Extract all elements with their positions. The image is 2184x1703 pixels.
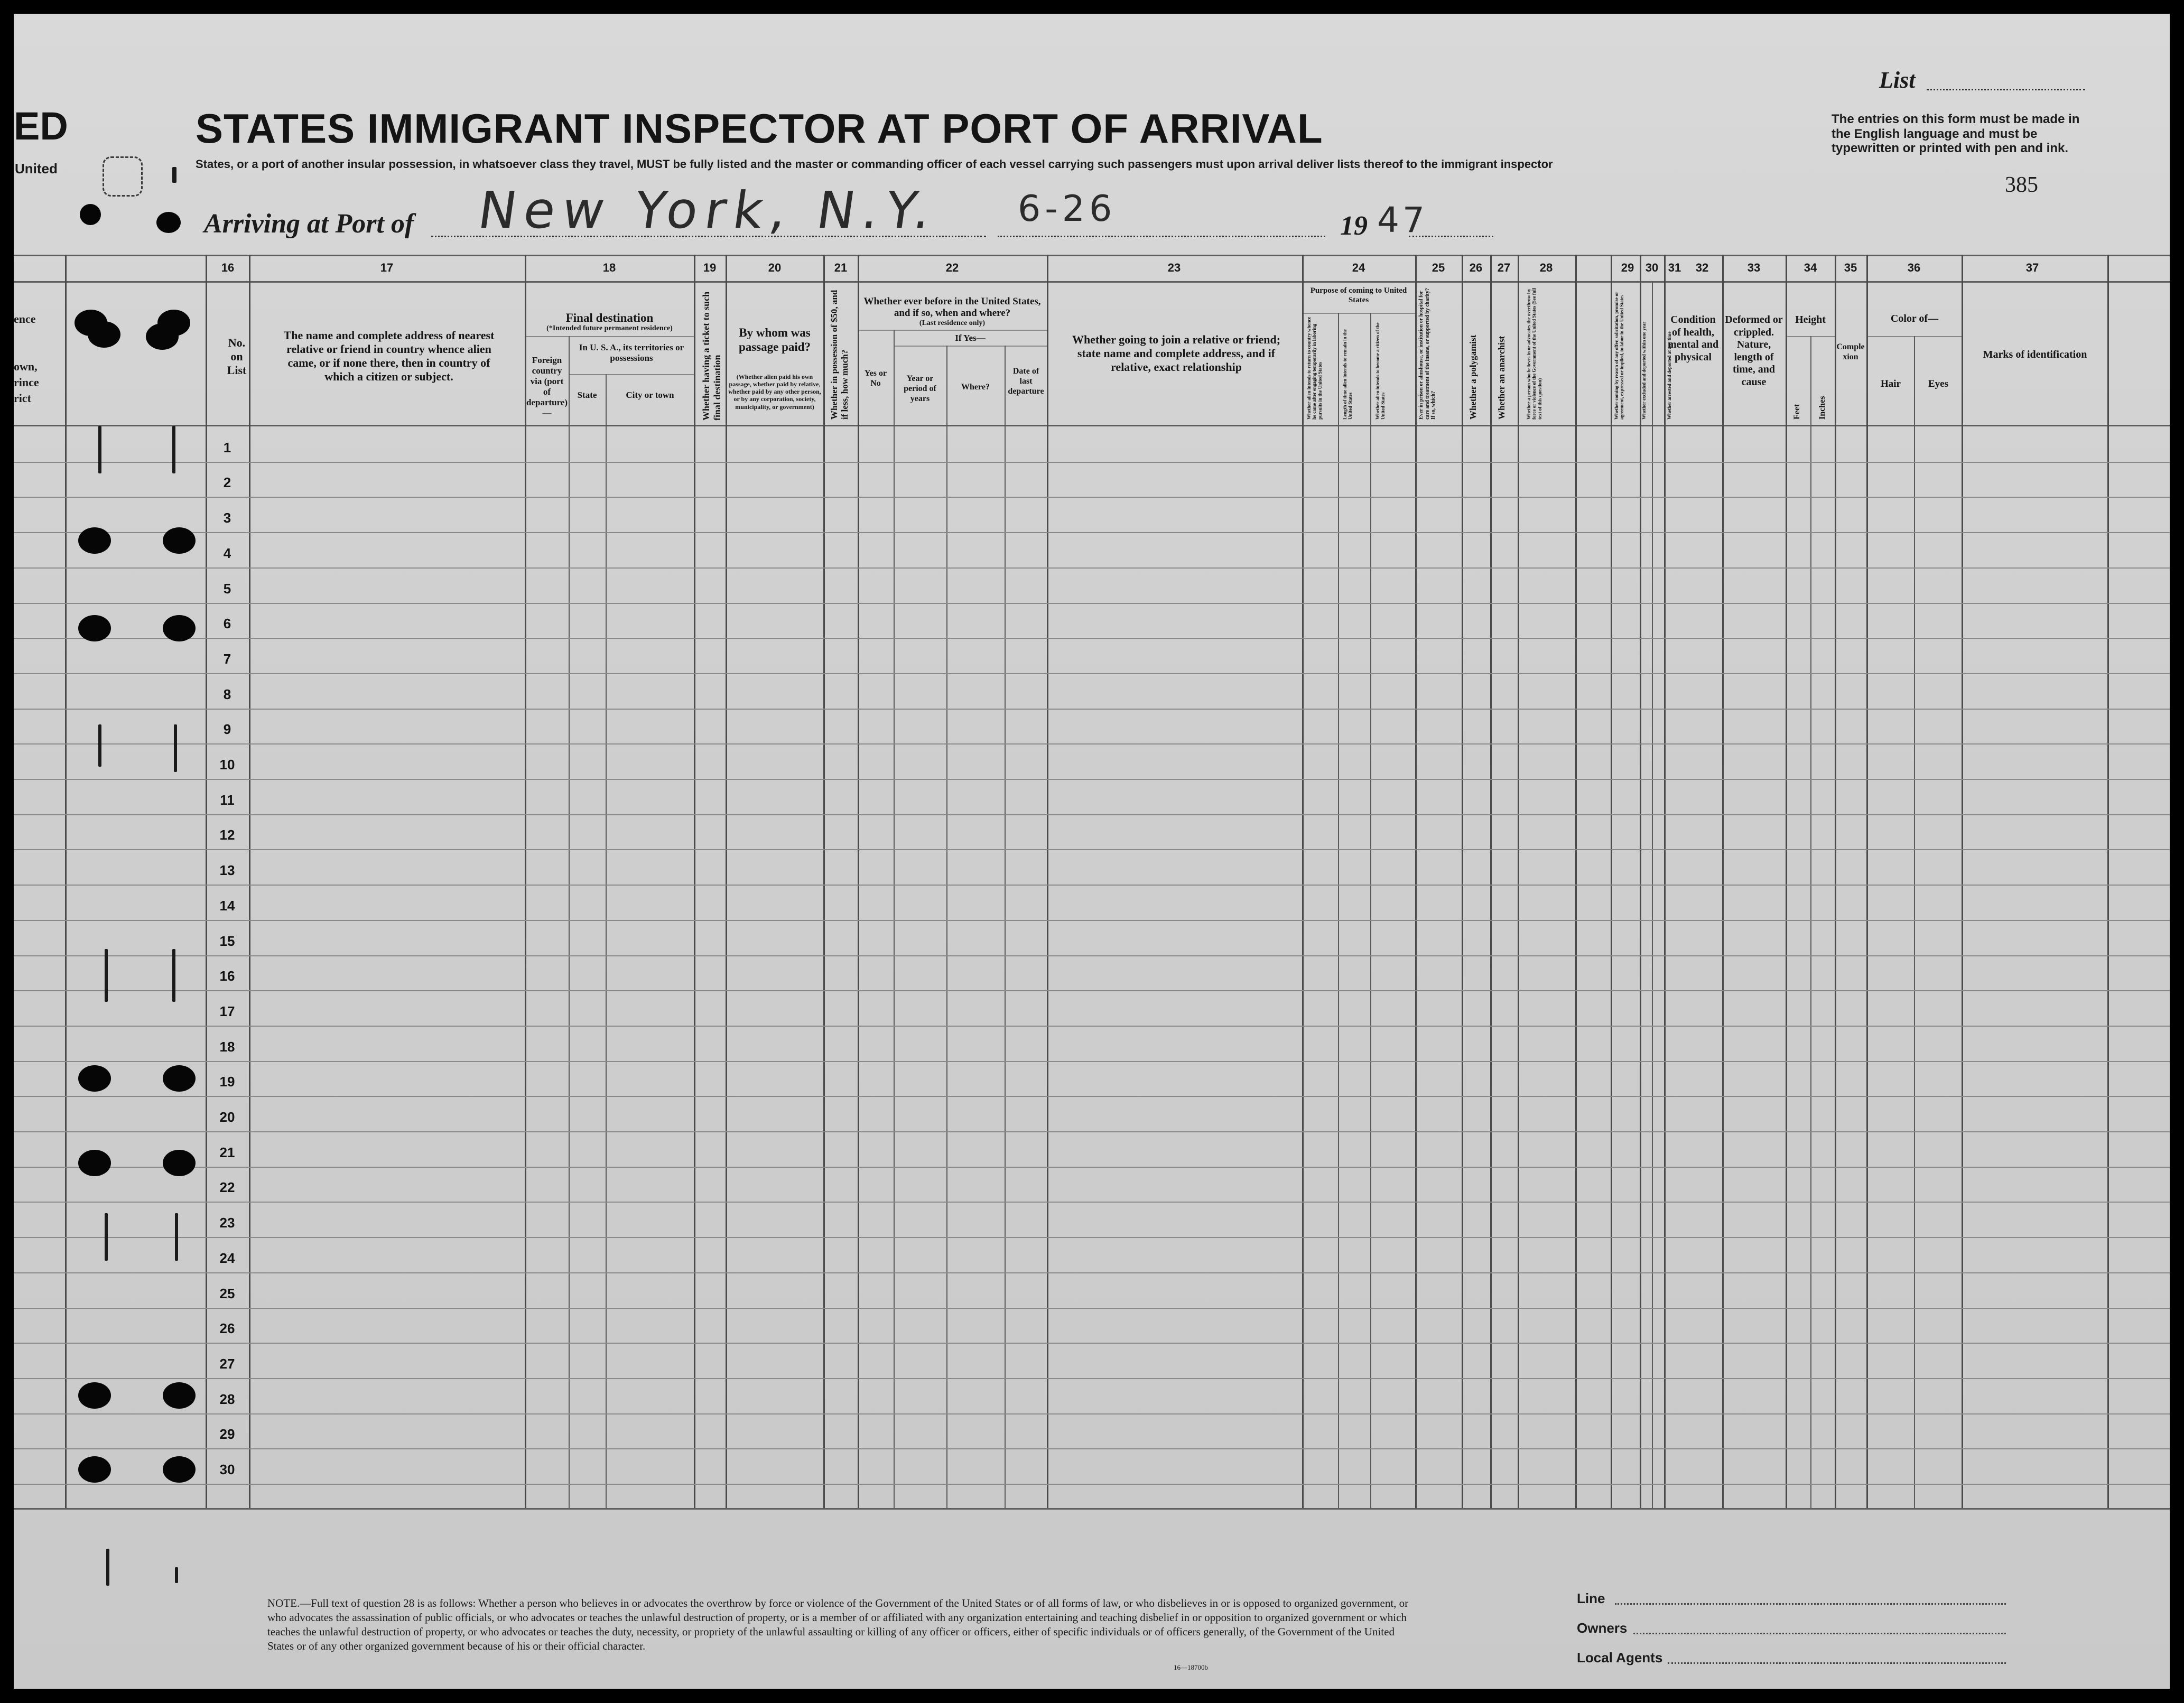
colnum-35: 35 — [1844, 261, 1857, 274]
row-number: 10 — [219, 757, 235, 773]
row-number: 30 — [219, 1462, 235, 1477]
header-marks: Marks of identification — [1983, 349, 2087, 360]
colnum-19: 19 — [703, 261, 717, 274]
row-number: 9 — [223, 721, 231, 737]
date-value: 6-26 — [1018, 188, 1117, 230]
owners-field — [1633, 1633, 2006, 1635]
row-number: 26 — [219, 1320, 235, 1336]
header-eyes: Eyes — [1928, 378, 1948, 389]
header-polygamist: Whether a polygamist — [1468, 334, 1478, 420]
row-rule — [14, 1308, 2170, 1309]
row-rule — [14, 1202, 2170, 1203]
header-inches: Inches — [1818, 396, 1827, 420]
row-rule — [14, 1026, 2170, 1027]
header-prison: Ever in prison or almshouse, or institution or hospital for care and treatment of the insane, or supported by charity? If so, which? — [1418, 288, 1436, 420]
row-number: 27 — [219, 1356, 235, 1372]
punch-hole — [78, 615, 111, 641]
colnum-31: 31 — [1668, 261, 1681, 274]
row-number: 24 — [219, 1250, 235, 1266]
year-written: 47 — [1377, 200, 1428, 240]
row-number: 11 — [220, 792, 235, 808]
list-label: List — [1879, 67, 1916, 93]
grid-number-rule — [14, 281, 2170, 283]
header-last-departure: Date of last departure — [1008, 367, 1044, 396]
row-rule — [14, 1061, 2170, 1062]
row-area — [14, 426, 2170, 1508]
row-rule — [14, 1378, 2170, 1379]
colnum-25: 25 — [1432, 261, 1445, 274]
row-rule — [14, 1096, 2170, 1097]
grid-top-rule — [14, 255, 2170, 256]
colnum-27: 27 — [1497, 261, 1511, 274]
row-number: 29 — [219, 1426, 235, 1442]
form-instructions: States, or a port of another insular possession, in whatsoever class they travel, MUST be fully listed and the master or commanding officer of each vessel carrying such passengers must upon arrival deliver lists thereof to the immigrant inspector — [196, 157, 1553, 171]
colnum-30: 30 — [1645, 261, 1659, 274]
binding-bracket — [103, 156, 143, 197]
row-rule — [14, 638, 2170, 639]
left-fragment-3: rict — [14, 392, 31, 405]
binding-mark — [105, 949, 108, 1002]
row-rule — [14, 497, 2170, 498]
row-number: 4 — [223, 545, 231, 561]
colnum-36: 36 — [1907, 261, 1921, 274]
header-yes-or-no: Yes or No — [864, 369, 887, 388]
header-height: Height — [1795, 314, 1826, 325]
row-rule — [14, 885, 2170, 886]
left-fragment-2: rince — [14, 376, 39, 389]
header-final-destination-note: (*Intended future permanent residence) — [546, 324, 673, 332]
row-rule — [14, 1448, 2170, 1449]
year-line — [1409, 236, 1493, 237]
binding-mark — [172, 167, 176, 183]
line-label: Line — [1577, 1590, 1605, 1606]
row-rule — [14, 743, 2170, 745]
row-rule — [14, 1131, 2170, 1132]
year-printed: 19 — [1340, 211, 1368, 241]
colnum-26: 26 — [1469, 261, 1483, 274]
row-number: 3 — [223, 510, 231, 526]
c24-subrule — [1302, 313, 1415, 314]
owners-label: Owners — [1577, 1620, 1628, 1636]
punch-hole — [163, 1382, 196, 1409]
binding-mark — [105, 1213, 108, 1261]
colnum-21: 21 — [834, 261, 848, 274]
manifest-sheet — [14, 14, 2170, 1689]
header-join-relative: Whether going to join a relative or friend; state name and complete address, and if relative, exact relationship — [1072, 333, 1281, 374]
header-purpose-b: Length of time alien intends to remain in the United States — [1342, 329, 1353, 420]
colnum-29: 29 — [1621, 261, 1634, 274]
form-title: STATES IMMIGRANT INSPECTOR AT PORT OF ARRIVAL — [196, 105, 1323, 152]
colnum-16: 16 — [221, 261, 235, 274]
c22-ifyes-subrule — [894, 346, 1047, 347]
port-value: New York, N.Y. — [475, 181, 942, 240]
row-rule — [14, 603, 2170, 604]
colnum-20: 20 — [768, 261, 782, 274]
list-number-line — [1927, 89, 2085, 90]
header-ticket: Whether having a ticket to such final destination — [701, 291, 722, 421]
colnum-17: 17 — [380, 261, 394, 274]
header-hair: Hair — [1881, 378, 1901, 389]
row-number: 23 — [219, 1215, 235, 1231]
row-number: 7 — [223, 651, 231, 667]
local-agents-field — [1668, 1662, 2006, 1665]
header-condition: Condition of health, mental and physical — [1667, 314, 1719, 363]
header-last-residence: (Last residence only) — [919, 319, 986, 327]
row-number: 14 — [219, 898, 235, 914]
row-rule — [14, 1413, 2170, 1414]
row-number: 19 — [219, 1074, 235, 1090]
row-number: 12 — [219, 827, 235, 843]
row-number: 16 — [219, 968, 235, 984]
header-year-period: Year or period of years — [904, 374, 936, 403]
header-nearest-relative: The name and complete address of nearest relative or friend in country whence alien came, or if none there, then in country of which a citizen or subject. — [283, 329, 495, 383]
row-number: 25 — [219, 1286, 235, 1301]
colnum-23: 23 — [1167, 261, 1181, 274]
form-notice: The entries on this form must be made in the English language and must be typewritten or printed with pen and ink. — [1832, 112, 2080, 156]
header-passage-paid-note: (Whether alien paid his own passage, whether paid by relative, whether paid by any other person, or by any corporation, society, municipality, or government) — [728, 373, 821, 411]
c22-subrule — [858, 330, 1047, 331]
header-fifty-dollars: Whether in possession of $50, and if less, how much? — [829, 290, 850, 420]
header-complexion: Complexion — [1836, 342, 1865, 361]
header-in-usa: In U. S. A., its territories or possessions — [579, 342, 684, 364]
row-rule — [14, 1167, 2170, 1168]
binding-mark — [98, 426, 101, 473]
punch-hole — [163, 615, 196, 641]
punch-hole — [163, 1065, 196, 1092]
header-q30: Whether excluded and deported within one year — [1641, 321, 1647, 420]
punch-hole — [156, 212, 181, 233]
punch-hole — [78, 1065, 111, 1092]
row-number: 22 — [219, 1179, 235, 1195]
colnum-28: 28 — [1539, 261, 1553, 274]
row-rule — [14, 1484, 2170, 1485]
c18-usa-subrule — [569, 374, 694, 375]
colnum-34: 34 — [1804, 261, 1817, 274]
punch-hole — [163, 1456, 196, 1483]
header-foreign-country: Foreign country via (port of departure)— — [526, 355, 568, 418]
header-passage-paid: By whom was passage paid? — [738, 326, 811, 354]
header-if-yes: If Yes— — [955, 333, 986, 343]
binding-mark — [174, 724, 177, 772]
header-color-of: Color of— — [1890, 313, 1939, 324]
binding-mark — [106, 1549, 109, 1586]
header-no-on-list: No. on List — [227, 336, 247, 377]
colnum-18: 18 — [602, 261, 616, 274]
local-agents-label: Local Agents — [1577, 1650, 1663, 1665]
punch-hole — [78, 1382, 111, 1409]
punch-hole — [146, 323, 179, 350]
header-state: State — [577, 390, 597, 400]
punch-hole — [163, 1150, 196, 1176]
binding-mark — [172, 949, 175, 1002]
left-fragment-1: own, — [14, 360, 38, 373]
header-q28: Whether a person who believes in or advocates the overthrow by force or violence of the Government of the United States (See full text of this question) — [1526, 288, 1542, 420]
punch-hole — [163, 527, 196, 554]
row-number: 2 — [223, 474, 231, 490]
punch-hole — [88, 321, 120, 348]
row-rule — [14, 462, 2170, 463]
row-rule — [14, 1343, 2170, 1344]
punch-hole — [78, 1456, 111, 1483]
row-number: 5 — [223, 581, 231, 597]
row-number: 6 — [223, 616, 231, 631]
left-fragment-top: ence — [14, 312, 36, 325]
header-city: City or town — [626, 390, 674, 400]
grid-bottom-rule — [14, 1508, 2170, 1510]
header-purpose: Purpose of coming to United States — [1310, 286, 1407, 304]
row-rule — [14, 709, 2170, 710]
row-rule — [14, 1237, 2170, 1238]
c18-subrule — [525, 336, 694, 337]
header-purpose-c: Whether alien intends to become a citizen of the United States — [1375, 322, 1386, 420]
colnum-22: 22 — [945, 261, 959, 274]
row-rule — [14, 673, 2170, 674]
header-purpose-a: Whether alien intends to return to country whence he came after engaging temporarily in laboring pursuits in the United States — [1306, 317, 1323, 420]
header-deformed: Deformed or crippled. Nature, length of time, and cause — [1725, 314, 1783, 388]
punch-hole — [78, 527, 111, 554]
row-number: 13 — [219, 862, 235, 878]
title-fragment: ED — [14, 104, 68, 148]
binding-mark — [175, 1213, 178, 1261]
footer-note: NOTE.—Full text of question 28 is as follows: Whether a person who believes in or advocates the overthrow by force or violence of the Government of the United States or of all forms of law, or who disbelieves in or is opposed to organized government, or who advocates the assassination of public officials, or who advocates or teaches the unlawful destruction of property, or is a member of or affiliated with any organization entertaining and teaching disbelief in or opposition to organized government or which teaches the unlawful destruction of property, or who advocates or teaches the duty, necessity, or propriety of the unlawful assaulting or killing of any officer or officers, either of specific individuals or of officers generally, of the Government of the United States or of any other organized government because of his or their official character. — [267, 1597, 1409, 1652]
row-rule — [14, 1272, 2170, 1273]
header-q31: Whether arrested and deported at any time — [1667, 331, 1672, 420]
row-number: 18 — [219, 1039, 235, 1055]
row-rule — [14, 990, 2170, 991]
form-code: 16—18700b — [1174, 1663, 1208, 1671]
row-number: 28 — [219, 1391, 235, 1407]
colnum-24: 24 — [1352, 261, 1365, 274]
row-number: 1 — [223, 440, 231, 455]
date-line — [998, 236, 1325, 237]
side-fragment: United — [15, 161, 58, 176]
header-where: Where? — [961, 383, 990, 392]
header-ever-before: Whether ever before in the United States, and if so, when and where? — [863, 296, 1041, 319]
row-rule — [14, 532, 2170, 533]
arriving-label: Arriving at Port of — [204, 209, 414, 239]
line-field — [1615, 1603, 2006, 1606]
page-number: 385 — [2005, 173, 2038, 197]
binding-mark — [172, 426, 175, 473]
header-q29: Whether coming by reason of any offer, solicitation, promise or agreement, expressed or implied, to labor in the United States — [1614, 292, 1625, 420]
row-number: 21 — [219, 1144, 235, 1160]
header-anarchist: Whether an anarchist — [1497, 336, 1507, 420]
colnum-32: 32 — [1695, 261, 1709, 274]
row-rule — [14, 779, 2170, 780]
row-rule — [14, 814, 2170, 815]
row-number: 17 — [219, 1003, 235, 1019]
colnum-33: 33 — [1747, 261, 1761, 274]
colnum-37: 37 — [2025, 261, 2039, 274]
row-number: 15 — [219, 933, 235, 949]
row-rule — [14, 920, 2170, 921]
manifest-grid — [14, 252, 2170, 1520]
header-final-destination: Final destination — [565, 311, 654, 324]
punch-hole — [80, 204, 101, 225]
row-rule — [14, 849, 2170, 850]
row-rule — [14, 567, 2170, 569]
header-feet: Feet — [1792, 404, 1801, 420]
row-number: 8 — [223, 686, 231, 702]
punch-hole — [78, 1150, 111, 1176]
binding-mark — [175, 1567, 178, 1583]
row-rule — [14, 955, 2170, 956]
binding-mark — [98, 724, 101, 767]
row-number: 20 — [219, 1109, 235, 1125]
